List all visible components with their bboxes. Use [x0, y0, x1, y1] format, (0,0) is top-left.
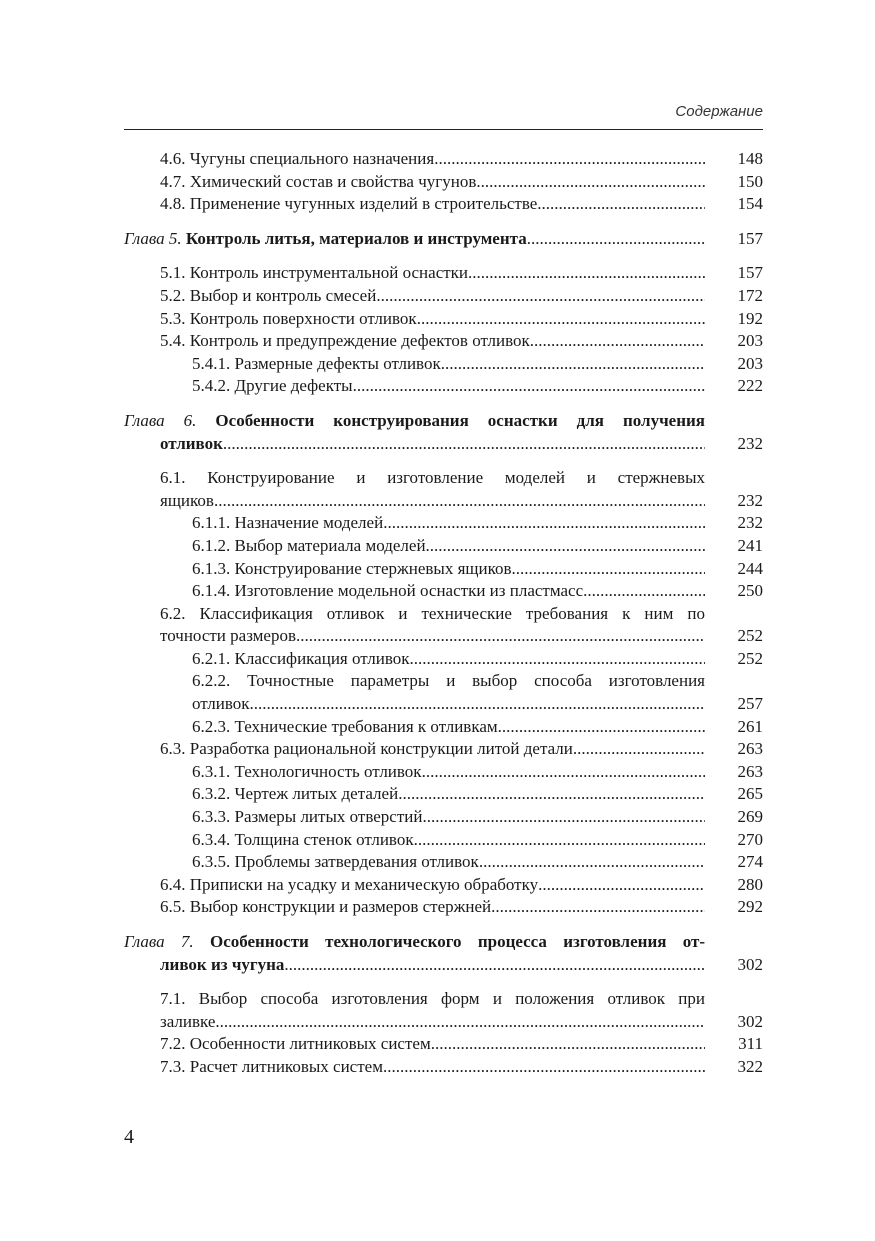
page-ref: 265: [737, 784, 763, 804]
leader-dots: [441, 353, 705, 376]
page-ref: 252: [737, 626, 763, 646]
chapter-label: Глава 6.: [124, 410, 197, 430]
table-of-contents: [124, 148, 763, 1079]
toc-entry-6-5[interactable]: 6.5. Выбор конструкции и размеров стержней ..... 292: [124, 896, 763, 919]
toc-entry-5-4[interactable]: 5.4. Контроль и предупреждение дефектов отливок ..... 203: [124, 330, 763, 353]
leader-dots: [223, 433, 705, 456]
running-header: [124, 103, 763, 130]
toc-entry-5-4-2[interactable]: 5.4.2. Другие дефекты ..... 222: [124, 375, 763, 398]
page-ref: 274: [737, 852, 763, 872]
page-ref: 154: [737, 194, 763, 214]
toc-entry-4-6[interactable]: 4.6. Чугуны специального назначения ..... 148: [124, 148, 763, 171]
page-ref: 232: [737, 433, 763, 453]
toc-entry-5-3[interactable]: 5.3. Контроль поверхности отливок ..... 192: [124, 308, 763, 331]
toc-entry-6-3-5[interactable]: 6.3.5. Проблемы затвердевания отливок ..... 274: [124, 851, 763, 874]
toc-entry-6-3-2[interactable]: 6.3.2. Чертеж литых деталей ..... 265: [124, 783, 763, 806]
page-ref: 192: [737, 308, 763, 328]
chapter-label: Глава 7.: [124, 932, 194, 951]
leader-dots: [498, 716, 705, 739]
page-ref: 157: [737, 228, 763, 248]
page-ref: 203: [737, 331, 763, 351]
toc-entry-6-3-3[interactable]: 6.3.3. Размеры литых отверстий ..... 269: [124, 806, 763, 829]
leader-dots: [422, 761, 705, 784]
toc-chapter-5[interactable]: [124, 228, 763, 251]
chapter-title: Контроль литья, материалов и инструмента: [185, 228, 527, 248]
leader-dots: [410, 648, 705, 671]
leader-dots: [426, 535, 705, 558]
page-ref: 148: [737, 149, 763, 168]
leader-dots: [512, 558, 705, 581]
leader-dots: [527, 228, 705, 251]
toc-chapter-7[interactable]: Глава 7. Особенности технологического процесса изготовления от- ливок из чугуна ..... 302: [124, 931, 763, 976]
page-ref: 232: [737, 513, 763, 533]
page-ref: 150: [737, 171, 763, 191]
chapter-label: Глава 5.: [124, 228, 182, 248]
page-number: 4: [124, 1126, 134, 1148]
leader-dots: [383, 512, 705, 535]
page-ref: 270: [737, 829, 763, 849]
page-ref: 261: [737, 716, 763, 736]
leader-dots: [537, 193, 705, 216]
leader-dots: [573, 738, 705, 761]
leader-dots: [417, 308, 705, 331]
page-ref: 172: [737, 285, 763, 305]
page-ref: 292: [737, 897, 763, 917]
toc-entry-5-4-1[interactable]: 5.4.1. Размерные дефекты отливок ..... 203: [124, 353, 763, 376]
leader-dots: [468, 262, 705, 285]
leader-dots: [431, 1033, 705, 1056]
page-ref: 157: [737, 263, 763, 283]
page-ref: 252: [737, 648, 763, 668]
toc-chapter-6[interactable]: Глава 6. Особенности конструирования оснастки для получения отливок ..... 232: [124, 410, 763, 455]
page-ref: 257: [737, 694, 763, 714]
leader-dots: [250, 693, 705, 716]
leader-dots: [353, 375, 705, 398]
leader-dots: [479, 851, 705, 874]
toc-entry-4-7[interactable]: 4.7. Химический состав и свойства чугунов ..... 150: [124, 171, 763, 194]
toc-entry-6-2-3[interactable]: 6.2.3. Технические требования к отливкам ..... 261: [124, 716, 763, 739]
page-ref: 302: [737, 1011, 763, 1031]
toc-entry-6-1-1[interactable]: 6.1.1. Назначение моделей ..... 232: [124, 512, 763, 535]
chapter-title: Особенности технологического процесса изготовления от-: [209, 932, 705, 951]
toc-entry-7-3[interactable]: 7.3. Расчет литниковых систем ..... 322: [124, 1056, 763, 1079]
page-ref: 232: [737, 490, 763, 510]
page-ref: 203: [737, 353, 763, 373]
page-ref: 222: [737, 376, 763, 396]
toc-entry-6-3[interactable]: 6.3. Разработка рациональной конструкции литой детали ..... 263: [124, 738, 763, 761]
leader-dots: [296, 625, 705, 648]
toc-entry-6-4[interactable]: 6.4. Приписки на усадку и механическую обработку ..... 280: [124, 874, 763, 897]
toc-entry-5-1[interactable]: 5.1. Контроль инструментальной оснастки ..... 157: [124, 262, 763, 285]
leader-dots: [530, 330, 705, 353]
toc-entry-7-2[interactable]: 7.2. Особенности литниковых систем ..... 311: [124, 1033, 763, 1056]
page-ref: 244: [737, 558, 763, 578]
page-ref: 250: [737, 581, 763, 601]
toc-entry-6-1-3[interactable]: 6.1.3. Конструирование стержневых ящиков ..... 244: [124, 558, 763, 581]
leader-dots: [383, 1056, 705, 1079]
toc-entry-7-1[interactable]: 7.1. Выбор способа изготовления форм и положения отливок при заливке ..... 302: [124, 988, 763, 1033]
leader-dots: [434, 148, 705, 171]
leader-dots: [376, 285, 705, 308]
page-ref: 263: [737, 739, 763, 759]
leader-dots: [214, 490, 705, 513]
chapter-title: Особенности конструирования оснастки для получения: [215, 410, 705, 430]
leader-dots: [398, 783, 705, 806]
leader-dots: [284, 954, 705, 977]
toc-entry-6-1-2[interactable]: 6.1.2. Выбор материала моделей ..... 241: [124, 535, 763, 558]
toc-entry-6-1[interactable]: 6.1. Конструирование и изготовление моделей и стержневых ящиков ..... 232: [124, 467, 763, 512]
page-ref: 241: [737, 535, 763, 555]
page-ref: 322: [737, 1056, 763, 1076]
toc-entry-6-3-4[interactable]: 6.3.4. Толщина стенок отливок ..... 270: [124, 829, 763, 852]
page-ref: 302: [737, 954, 763, 974]
leader-dots: [422, 806, 705, 829]
leader-dots: [583, 580, 705, 603]
page-ref: 280: [737, 874, 763, 894]
page-ref: 311: [738, 1034, 763, 1054]
toc-entry-6-1-4[interactable]: 6.1.4. Изготовление модельной оснастки из пластмасс ..... 250: [124, 580, 763, 603]
toc-entry-6-3-1[interactable]: 6.3.1. Технологичность отливок ..... 263: [124, 761, 763, 784]
toc-entry-5-2[interactable]: 5.2. Выбор и контроль смесей ..... 172: [124, 285, 763, 308]
header-title: Содержание: [675, 103, 763, 120]
leader-dots: [491, 896, 705, 919]
leader-dots: [538, 874, 705, 897]
page-ref: 263: [737, 761, 763, 781]
toc-entry-6-2-2[interactable]: 6.2.2. Точностные параметры и выбор способа изготовления отливок ..... 257: [124, 670, 763, 715]
toc-entry-4-8[interactable]: 4.8. Применение чугунных изделий в строительстве ..... 154: [124, 193, 763, 216]
leader-dots: [476, 171, 705, 194]
leader-dots: [215, 1011, 705, 1034]
toc-entry-6-2-1[interactable]: 6.2.1. Классификация отливок ..... 252: [124, 648, 763, 671]
leader-dots: [414, 829, 705, 852]
toc-entry-6-2[interactable]: 6.2. Классификация отливок и технические требования к ним по точности размеров ..... 252: [124, 603, 763, 648]
page-ref: 269: [737, 807, 763, 827]
